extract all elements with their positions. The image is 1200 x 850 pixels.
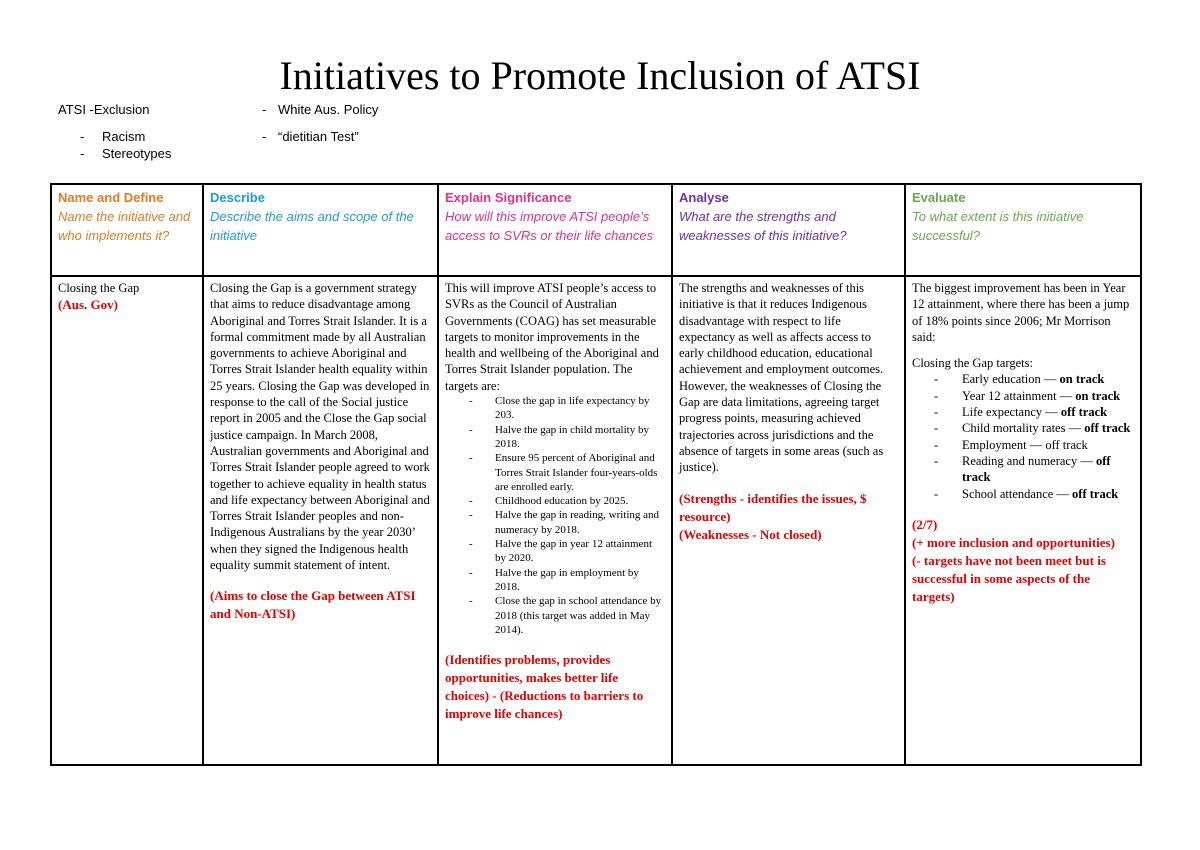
- initiative-implementer: (Aus. Gov): [58, 297, 118, 313]
- cell-evaluate: [905, 276, 1141, 765]
- list-item: - Halve the gap in employment by 2018.: [469, 566, 665, 595]
- cell-describe: [203, 276, 438, 765]
- intro-left: [58, 101, 171, 162]
- evaluate-note-negative: (- targets have not been meet but is successful in some aspects of the targets): [912, 552, 1106, 604]
- intro-left-item: - Racism: [80, 129, 146, 144]
- header-explain-significance: Explain Significance How will this improve ATSI people’s access to SVRs or their life chances: [438, 184, 672, 276]
- evaluate-text: The biggest improvement has been in Year 12 attainment, where there has been a jump of 18% points since 2006; Mr Morrison said:: [912, 281, 1130, 344]
- analyse-strengths: (Strengths - identifies the issues, $ resource): [679, 490, 867, 524]
- evaluate-score: (2/7): [912, 516, 938, 532]
- list-item: - Life expectancy — off track: [934, 404, 1134, 420]
- cell-analyse: [672, 276, 905, 765]
- intro-right: [262, 101, 378, 145]
- list-item: - Childhood education by 2025.: [469, 494, 665, 508]
- header-describe: Describe Describe the aims and scope of the initiative: [203, 184, 438, 276]
- explain-note: (Identifies problems, provides opportunities, makes better life choices) - (Reductions to barriers to improve life chances): [445, 652, 644, 722]
- evaluate-note-positive: (+ more inclusion and opportunities): [912, 534, 1115, 550]
- header-analyse: Analyse What are the strengths and weaknesses of this initiative?: [672, 184, 905, 276]
- intro-left-heading: ATSI -Exclusion: [58, 102, 150, 117]
- describe-note: (Aims to close the Gap between ATSI and Non-ATSI): [210, 588, 416, 622]
- cell-name-define: [51, 276, 203, 765]
- list-item: - Early education — on track: [934, 371, 1134, 387]
- intro-right-item: - White Aus. Policy: [262, 102, 379, 117]
- list-item: - Reading and numeracy — off track: [934, 453, 1134, 486]
- describe-text: Closing the Gap is a government strategy that aims to reduce disadvantage among Aboriginal and Torres Strait Islander. It is a formal commitment made by all Australian governments to achieve Aboriginal and Torres Strait Islander health equality within 25 years. Closing the Gap was developed in response to the call of the Social justice report in 2005 and the Close the Gap social justice campaign. In March 2008, Australian governments and Aboriginal and Torres Strait Islander people agreed to work together to achieve equality in health status and life expectancy between Aboriginal and Torres Strait Islander peoples and non-Indigenous Australians by the year 2030’ when they signed the Indigenous health equality summit statement of intent.: [210, 281, 430, 573]
- header-name-define: Name and Define Name the initiative and who implements it?: [51, 184, 203, 276]
- table-row: [51, 276, 1141, 765]
- list-item: - Halve the gap in year 12 attainment by 2020.: [469, 537, 665, 566]
- list-item: - Close the gap in life expectancy by 203.: [469, 394, 665, 423]
- evaluate-target-list: [912, 371, 1134, 501]
- list-item: - School attendance — off track: [934, 486, 1134, 502]
- list-item: - Close the gap in school attendance by 2018 (this target was added in May 2014).: [469, 594, 665, 637]
- list-item: - Halve the gap in reading, writing and numeracy by 2018.: [469, 508, 665, 537]
- analyse-text: The strengths and weaknesses of this initiative is that it reduces Indigenous disadvantage with respect to life expectancy as well as affects access to early childhood education, educational achievement and employment outcomes. However, the weaknesses of Closing the Gap are data limitations, agreeing target progress points, measuring achieved trajectories across jurisdictions and the absence of targets in some areas (such as justice).: [679, 281, 884, 475]
- list-item: - Halve the gap in child mortality by 2018.: [469, 423, 665, 452]
- intro-right-item: - “dietitian Test”: [262, 129, 359, 144]
- list-item: - Year 12 attainment — on track: [934, 388, 1134, 404]
- list-item: - Employment — off track: [934, 437, 1134, 453]
- explain-target-list: [445, 394, 665, 637]
- cell-explain-significance: [438, 276, 672, 765]
- intro-left-item: - Stereotypes: [80, 146, 172, 161]
- evaluate-targets-heading: Closing the Gap targets:: [912, 356, 1033, 371]
- initiative-name: Closing the Gap: [58, 281, 140, 295]
- list-item: - Ensure 95 percent of Aboriginal and Torres Strait Islander four-years-olds are enrolled early.: [469, 451, 665, 494]
- analyse-weaknesses: (Weaknesses - Not closed): [679, 526, 822, 542]
- page-title: Initiatives to Promote Inclusion of ATSI: [279, 53, 921, 98]
- table-header-row: [51, 184, 1141, 276]
- explain-text: This will improve ATSI people’s access to SVRs as the Council of Australian Governments (COAG) has set measurable targets to monitor improvements in the health and wellbeing of the Aboriginal and Torres Strait Islander population. The targets are:: [445, 281, 659, 393]
- initiative-table: [50, 183, 1142, 766]
- header-evaluate: Evaluate To what extent is this initiative successful?: [905, 184, 1141, 276]
- list-item: - Child mortality rates — off track: [934, 420, 1134, 436]
